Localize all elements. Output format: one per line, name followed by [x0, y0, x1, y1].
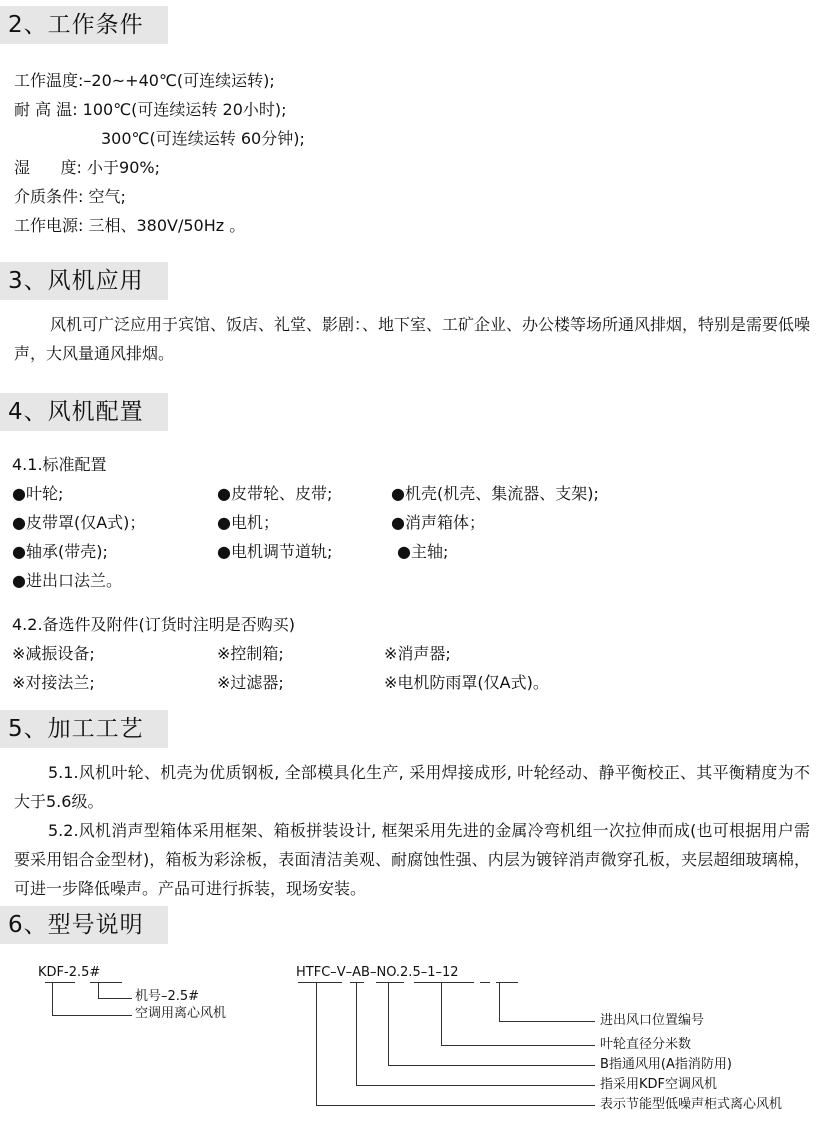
list-item: ●进出口法兰。: [12, 571, 122, 590]
model-label: 机号–2.5#: [135, 989, 200, 1004]
leader-line: [499, 982, 500, 1022]
leader-line: [316, 982, 317, 1106]
model-code-2: HTFC–V–AB–NO.2.5–1–12: [296, 965, 459, 980]
cond-row: 工作电源: 三相、380V/50Hz 。: [14, 216, 246, 235]
underline: [480, 982, 490, 983]
list-item: ●皮带轮、皮带;: [217, 484, 333, 503]
list-item: ●消声箱体；: [391, 513, 485, 532]
underline: [45, 982, 75, 983]
std-config-title: 4.1.标准配置: [12, 455, 107, 474]
list-item: ●叶轮;: [12, 484, 64, 503]
leader-line: [499, 1021, 595, 1022]
underline: [376, 982, 404, 983]
model-label: 进出风口位置编号: [600, 1013, 705, 1028]
leader-line: [98, 982, 99, 999]
list-item: ●电机；: [217, 513, 279, 532]
underline: [350, 982, 364, 983]
model-code-1: KDF-2.5#: [38, 965, 101, 980]
leader-line: [388, 1065, 595, 1066]
model-label: B指通风用(A指消防用): [600, 1057, 732, 1072]
model-label: 指采用KDF空调风机: [600, 1077, 718, 1092]
leader-line: [388, 982, 389, 1066]
cond-row: 湿 度: 小于90%;: [14, 158, 160, 177]
leader-line: [98, 998, 132, 999]
cond-row: 耐 高 温: 100℃(可连续运转 20小时);: [14, 100, 287, 119]
list-item: ※控制箱;: [217, 644, 284, 663]
leader-line: [316, 1105, 595, 1106]
cond-row: 工作温度:–20~+40℃(可连续运转);: [14, 71, 275, 90]
leader-line: [441, 1045, 595, 1046]
process-text-2: 5.2.风机消声型箱体采用框架、箱板拼装设计, 框架采用先进的金属冷弯机组一次拉伸而成(也可根据用户需要采用铝合金型材)，箱板为彩涂板，表面清洁美观、耐腐蚀性强、内层为镀锌消声微穿孔板，夹层超细玻璃棉，可进一步降低噪声。产品可进行拆装，现场安装。: [14, 821, 810, 898]
section-3-heading: 3、风机应用: [0, 262, 168, 300]
underline: [90, 982, 122, 983]
cond-row: 介质条件: 空气;: [14, 187, 126, 206]
options-title: 4.2.备选件及附件(订货时注明是否购买): [12, 615, 296, 634]
list-item: ※减振设备;: [12, 644, 95, 663]
model-label: 表示节能型低噪声柜式离心风机: [600, 1097, 783, 1112]
list-item: ●主轴;: [397, 542, 449, 561]
application-text: 风机可广泛应用于宾馆、饭店、礼堂、影剧：、地下室、工矿企业、办公楼等场所通风排烟，特别是需要低噪声，大风量通风排烟。: [14, 315, 811, 363]
leader-line: [356, 982, 357, 1086]
section-4-heading: 4、风机配置: [0, 393, 168, 431]
underline: [414, 982, 474, 983]
list-item: ※对接法兰;: [12, 673, 95, 692]
model-label: 叶轮直径分米数: [600, 1037, 692, 1052]
list-item: ●机壳(机壳、集流器、支架);: [391, 484, 599, 503]
list-item: ●电机调节道轨;: [217, 542, 333, 561]
cond-row: 300℃(可连续运转 60分钟);: [101, 129, 305, 148]
section-5-heading: 5、加工工艺: [0, 710, 168, 748]
section-2-heading: 2、工作条件: [0, 6, 168, 44]
leader-line: [52, 982, 53, 1016]
section-6-heading: 6、型号说明: [0, 906, 168, 944]
leader-line: [441, 982, 442, 1046]
leader-line: [356, 1085, 595, 1086]
list-item: ※电机防雨罩(仅A式)。: [384, 673, 549, 692]
list-item: ※消声器;: [384, 644, 451, 663]
list-item: ※过滤器;: [217, 673, 284, 692]
process-text-1: 5.1.风机叶轮、机壳为优质钢板, 全部模具化生产, 采用焊接成形, 叶轮经动、静平衡校正、其平衡精度为不大于5.6级。: [14, 763, 810, 811]
leader-line: [52, 1015, 132, 1016]
underline: [298, 982, 342, 983]
list-item: ●轴承(带壳);: [12, 542, 108, 561]
list-item: ●皮带罩(仅A式)；: [12, 513, 146, 532]
model-label: 空调用离心风机: [135, 1006, 227, 1021]
